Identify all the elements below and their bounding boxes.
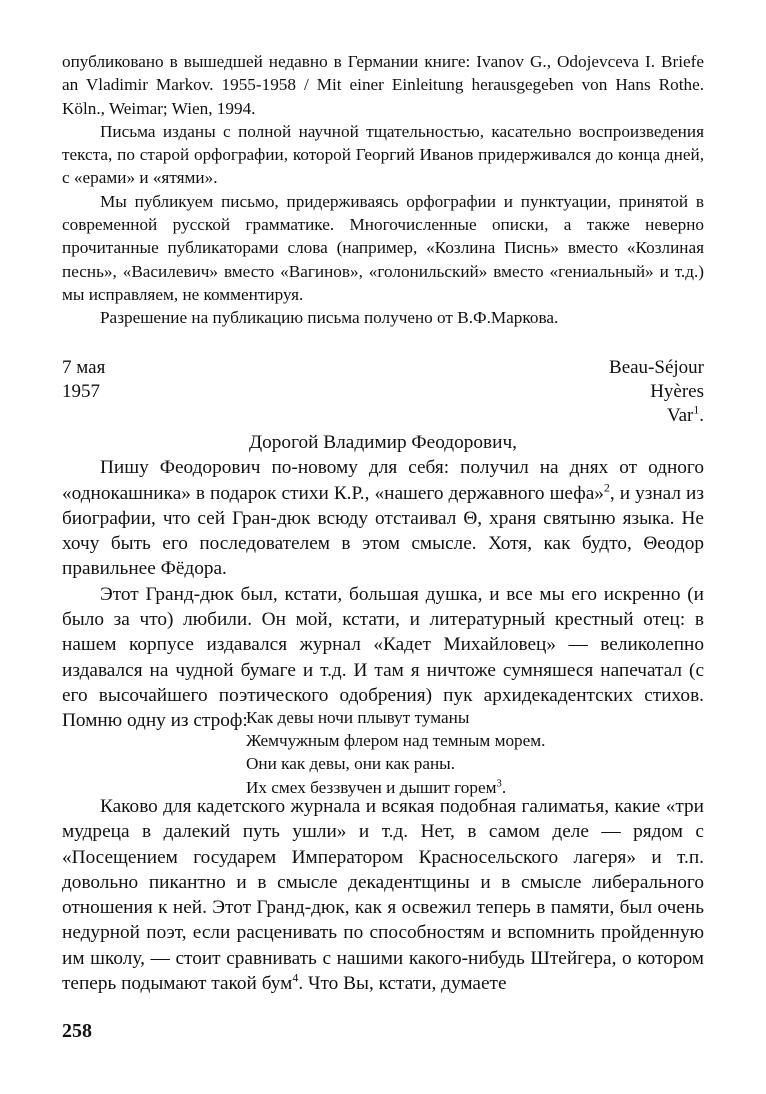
letter-salutation: Дорогой Владимир Феодорович, [249,432,517,453]
letter-paragraph-3 [62,794,704,996]
letter-paragraph-3-a: Каково для кадетского журнала и всякая подобная галиматья, какие «три мудреца в далекий путь ушли» и т.д. Нет, в самом деле — рядом с «Посещением государем Императором Красносельского лагеря» и т.п. довольно пикантно и в смысле декадентщины и в смысле либерального отношения к ней. Этот Гранд-дюк, как я освежил теперь в памяти, был очень недурной поэт, если расценивать по способностям и вспомнить пройденную им школу, — стоит сравнивать с нашими какого-нибудь Штейгера, о котором теперь подымают такой бум [62,796,704,995]
intro-paragraph-3: Мы публикуем письмо, придерживаясь орфографии и пунктуации, принятой в современной русской грамматике. Многочисленные описки, а также неверно прочитанные публикаторами слова (например, «Козлина Писнь» вместо «Козлиная песнь», «Василевич» вместо «Вагинов», «голонильский» вместо «гениальный» и т.д.) мы исправляем, не комментируя. [62,191,704,304]
poem-line-4-end: . [501,777,507,797]
page-number: 258 [62,1020,92,1042]
poem-line-2: Жемчужным флером над темным морем. [246,731,546,751]
footnote-marker-3: 3 [496,777,502,789]
intro-paragraph-1: опубликовано в вышедшей недавно в Германии книге: Ivanov G., Odojevceva I. Briefe an Vladimir Markov. 1955-1958 / Mit einer Einleitung herausgegeben von Hans Rothe. Köln., Weimar; Wien, 1994. [62,52,704,118]
letter-paragraph-1-b: , и узнал из биографии, что сей Гран-дюк всюду отстаивал Θ, храня святыню языка. Не хочу быть его последователем в этом смысле. Хотя, как будто, Θеодор правильнее Фёдора. [62,482,704,580]
intro-paragraph-2: Письма изданы с полной научной тщательностью, касательно воспроизведения текста, по старой орфографии, которой Георгий Иванов придерживался до конца дней, с «ерами» и «ятями». [62,121,704,188]
letter-body [62,430,704,734]
letter-body-continued [62,794,704,996]
poem-line-3: Они как девы, они как раны. [246,754,456,774]
letter-place-line-3-text: Var [666,405,694,426]
letter-paragraph-1-a: Пишу Феодорович по-новому для себя: получил на днях от одного «однокашника» в подарок стихи К.Р., «нашего державного шефа» [62,457,704,504]
letter-date-day: 7 мая [62,357,106,378]
letter-place-line-1: Beau-Séjour [609,357,704,378]
poem-line-1: Как девы ночи плывут туманы [246,708,470,727]
footnote-marker-2: 2 [603,480,610,495]
letter-date-year: 1957 [62,381,100,402]
letter-place-line-3-end: . [699,405,704,426]
letter-paragraph-2: Этот Гранд-дюк был, кстати, большая душка, и все мы его искренно (и было за что) любили. Он мой, кстати, и литературный крестный отец: в нашем корпусе издавался журнал «Кадет Михайловец» — великолепно издавался на чудной бумаге и т.д. И там я ничтоже сумняшеся напечатал (с его высочайшего поэтического одобрения) пук архидекадентских стихов. Помню одну из строф: [62,583,704,732]
letter-date [62,356,105,404]
letter-place-line-3 [609,404,704,428]
intro-paragraph-4: Разрешение на публикацию письма получено от В.Ф.Маркова. [100,308,559,328]
footnote-marker-4: 4 [292,970,299,985]
letter-place [609,356,704,428]
letter-place-line-2: Hyères [650,381,704,402]
footnote-marker-1: 1 [693,403,700,417]
intro-text [62,50,704,330]
letter-paragraph-1 [62,455,704,581]
poem-line-4-text: Их смех беззвучен и дышит горем [246,777,497,797]
letter-paragraph-3-b: . Что Вы, кстати, думаете [298,973,507,995]
poem-stanza [246,706,545,799]
